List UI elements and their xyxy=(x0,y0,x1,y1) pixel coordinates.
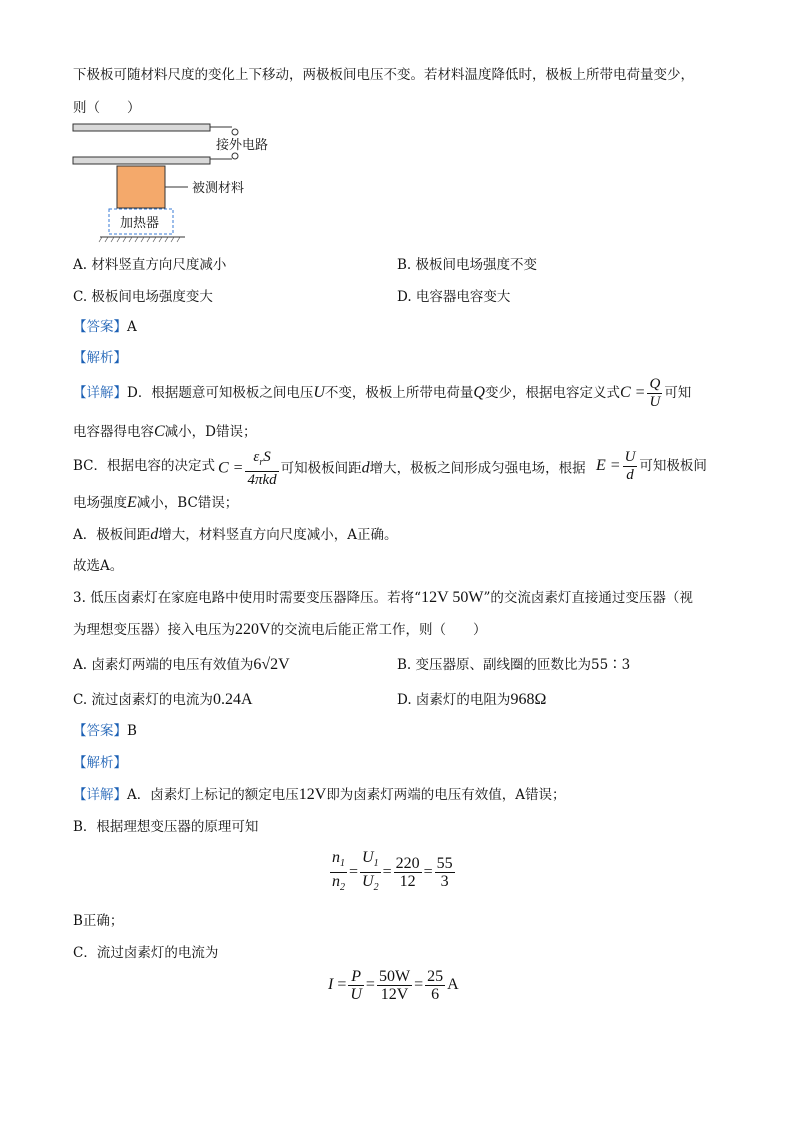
text: 可知极板间距 xyxy=(280,460,362,477)
q2-analysis-label: 【解析】 xyxy=(73,350,127,366)
text: 电容器得电容 xyxy=(73,424,154,440)
lhs: I xyxy=(328,976,334,994)
formula-lhs: C = xyxy=(620,384,646,401)
rating: 12V 50W xyxy=(421,589,484,606)
text: 增大，材料竖直方向尺度减小，A正确。 xyxy=(158,527,398,543)
text: 不变，极板上所带电荷量 xyxy=(324,385,474,401)
formula-num: U xyxy=(624,449,636,465)
text: 3. 低压卤素灯在家庭电路中使用时需要变压器降压。若将“ xyxy=(73,590,422,606)
text: A．卤素灯上标记的额定电压 xyxy=(127,787,299,803)
q3-option-c xyxy=(73,691,253,709)
q2-option-b: B. 极板间电场强度不变 xyxy=(397,257,538,273)
text: 变少，根据电容定义式 xyxy=(484,385,620,401)
q2-detail-d-line2 xyxy=(73,423,257,441)
q3-answer xyxy=(73,722,137,740)
text: 可知 xyxy=(664,385,692,401)
text: D．根据题意可知极板之间电压 xyxy=(127,385,314,401)
text: 电场强度 xyxy=(73,495,127,511)
v1: 220 xyxy=(395,855,420,873)
q2-answer xyxy=(73,318,137,336)
var-u: U xyxy=(313,384,325,401)
text: 即为卤素灯两端的电压有效值，A错误； xyxy=(326,787,566,803)
r1: 25 xyxy=(427,968,444,985)
text: ”的交流卤素灯直接通过变压器（视 xyxy=(483,590,693,606)
q3-option-d xyxy=(397,691,546,709)
q2-option-c: C. 极板间电场强度变大 xyxy=(73,289,213,305)
r2: 6 xyxy=(431,986,440,1003)
formula-c-determinant xyxy=(218,449,586,489)
text: 减小，D错误； xyxy=(164,424,257,440)
value: 968Ω xyxy=(510,691,547,708)
n2: $n_2$ xyxy=(332,873,345,894)
formula-lhs: E = xyxy=(596,457,621,474)
label-circuit: 接外电路 xyxy=(216,138,269,153)
detail-label: 【详解】 xyxy=(73,787,127,803)
q2-conclusion: 故选A。 xyxy=(73,558,124,574)
q3-analysis-label: 【解析】 xyxy=(73,755,127,771)
q3-detail-c: C．流过卤素灯的电流为 xyxy=(73,945,219,961)
answer-label: 【答案】 xyxy=(73,319,127,335)
v: 12V xyxy=(380,986,409,1003)
n1: $n_1$ xyxy=(332,849,345,870)
text: C. 流过卤素灯的电流为 xyxy=(73,692,213,708)
q2-detail-bc-line2 xyxy=(73,494,238,512)
text: A. 卤素灯两端的电压有效值为 xyxy=(73,657,254,673)
q3-stem-line2 xyxy=(73,621,487,639)
formula-den: 4πkd xyxy=(247,472,277,488)
q2-stem-line1: 下极板可随材料尺度的变化上下移动，两极板间电压不变。若材料温度降低时，极板上所带电荷量变少， xyxy=(73,67,694,83)
q3-detail-a xyxy=(73,786,566,804)
q3-b-correct: B正确； xyxy=(73,913,124,929)
text: BC．根据电容的决定式 xyxy=(73,458,216,474)
answer-value: A xyxy=(127,319,137,335)
formula-lhs: C = xyxy=(218,459,244,477)
label-material: 被测材料 xyxy=(192,181,245,196)
v2: 12 xyxy=(399,873,416,891)
formula-den: U xyxy=(649,394,661,410)
text: A．极板间距 xyxy=(73,527,151,543)
q2-stem-line2: 则（ ） xyxy=(73,100,141,116)
answer-value: B xyxy=(127,723,137,739)
r2: 3 xyxy=(440,873,449,891)
text: 的交流电后能正常工作，则（ ） xyxy=(270,622,487,638)
detail-label: 【详解】 xyxy=(73,385,127,401)
var-e: E xyxy=(127,494,137,511)
text: 增大，极板之间形成匀强电场，根据 xyxy=(369,460,586,477)
unit: A xyxy=(447,976,459,994)
q2-detail-d-line1 xyxy=(73,384,620,402)
answer-label: 【答案】 xyxy=(73,723,127,739)
label-heater: 加热器 xyxy=(120,216,160,231)
text: 可知极板间 xyxy=(639,458,707,474)
equation-turns-ratio: $\frac{n_1}{n_2}$ = $\frac{U_1}{U_2}$ = $\frac{220}{12}$ = $\frac{55}{3}$ xyxy=(332,849,453,894)
text: D. 卤素灯的电阻为 xyxy=(397,692,511,708)
formula-num: Q xyxy=(649,376,661,392)
u2: $U_2$ xyxy=(362,873,379,894)
text: 为理想变压器）接入电压为 xyxy=(73,622,235,638)
formula-c-definition xyxy=(620,376,691,411)
var-d: d xyxy=(361,459,370,477)
formula-den: d xyxy=(626,467,634,483)
var-q: Q xyxy=(473,384,485,401)
q2-detail-bc-line1 xyxy=(73,457,215,475)
r1: 55 xyxy=(436,855,453,873)
q2-detail-a xyxy=(73,526,398,544)
q3-stem-line1 xyxy=(73,589,693,607)
formula-num: $\varepsilon_rS$ xyxy=(245,449,278,472)
text: 减小，BC错误； xyxy=(136,495,239,511)
voltage: 220V xyxy=(235,621,271,638)
formula-e xyxy=(596,449,707,484)
p: P xyxy=(351,968,362,985)
w: 50W xyxy=(378,968,411,985)
q2-option-d: D. 电容器电容变大 xyxy=(397,289,511,305)
value: 6√2V xyxy=(253,656,290,673)
q3-detail-b: B．根据理想变压器的原理可知 xyxy=(73,819,259,835)
value: 0.24A xyxy=(212,691,253,708)
u1: $U_1$ xyxy=(362,849,379,870)
u: U xyxy=(350,986,362,1003)
q3-option-b: B. 变压器原、副线圈的匝数比为55∶3 xyxy=(397,657,631,673)
equation-current: I = $\frac{P}{U}$ = $\frac{50W}{12V}$ = $\frac{25}{6}$ A xyxy=(328,968,459,1003)
var-c: C xyxy=(154,423,165,440)
var-d: d xyxy=(150,526,159,543)
q2-option-a: A. 材料竖直方向尺度减小 xyxy=(73,257,227,273)
q3-option-a xyxy=(73,656,290,674)
value: 12V xyxy=(298,786,327,803)
